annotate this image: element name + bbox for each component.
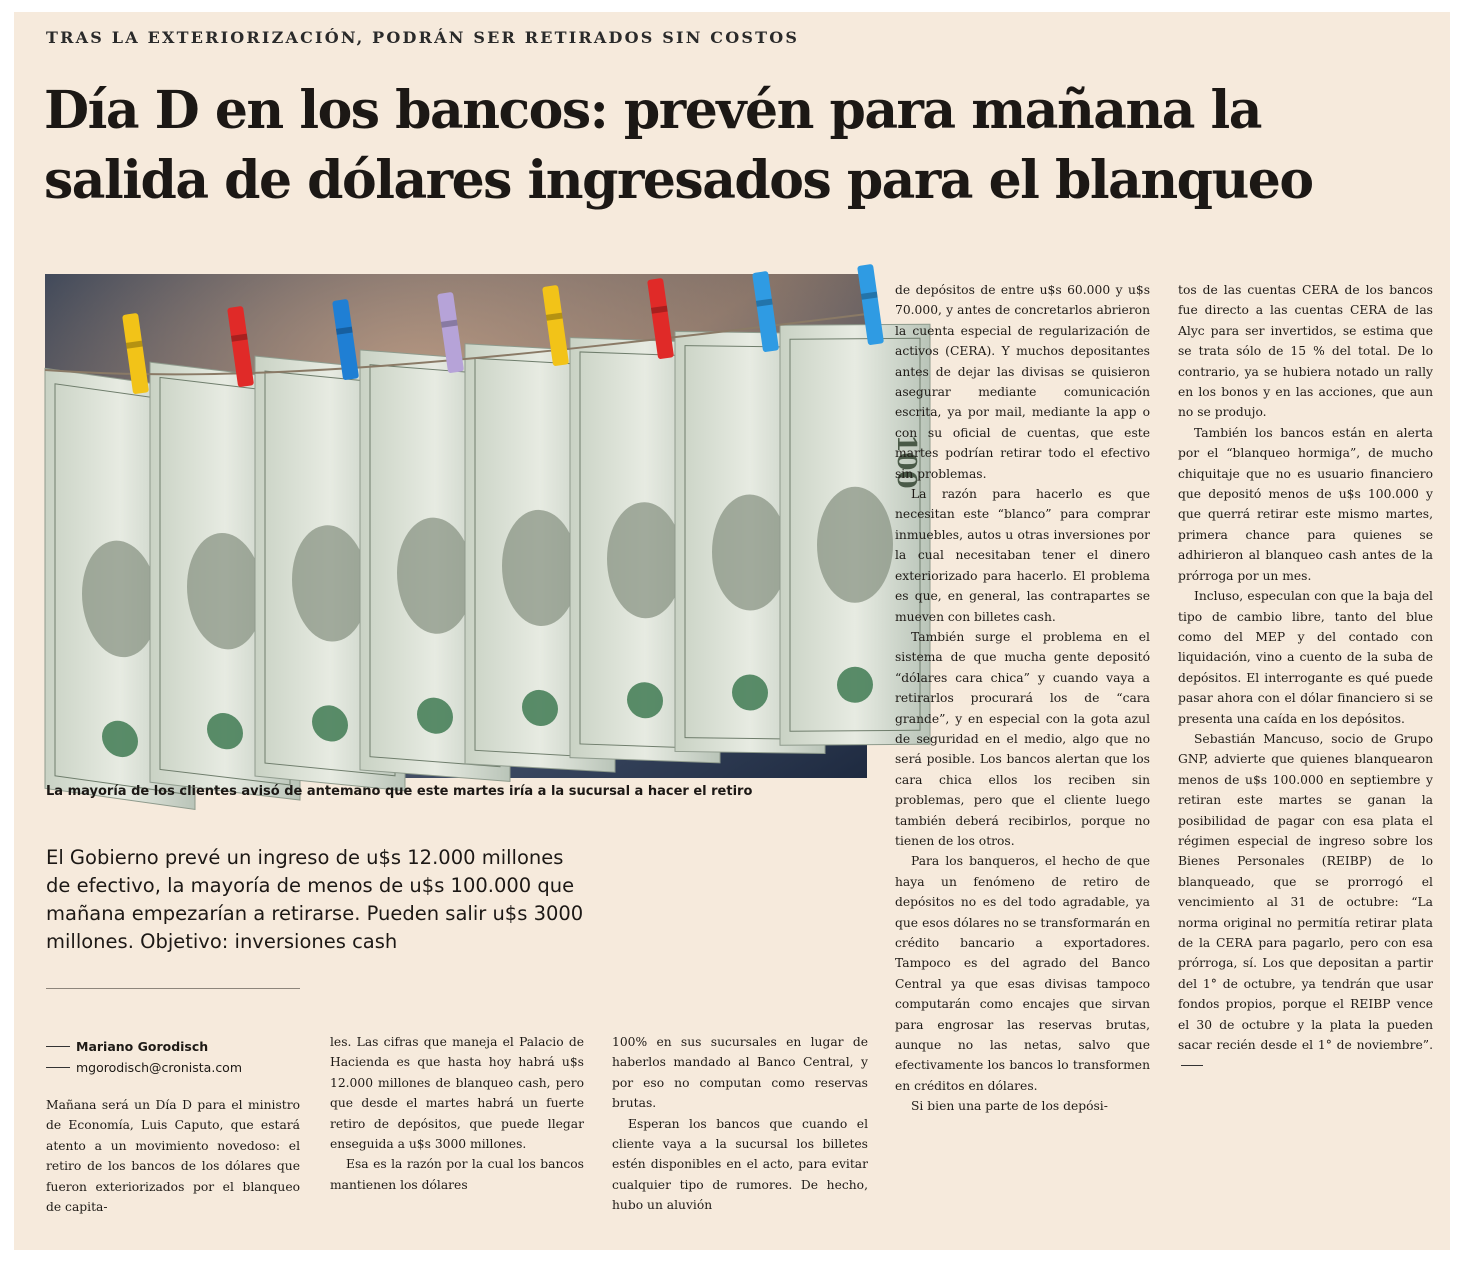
paragraph: Si bien una parte de los depósi- [911,1099,1108,1114]
byline [46,1036,306,1078]
paragraph: de depósitos de entre u$s 60.000 y u$s 70.000, y antes de concretarlos abrieron la cuenta especial de regularización de activos (CERA). Y muchos depositantes antes de dejar las divisas se quisieron asegurar mediante comunicación escrita, ya por mail, mediante la app o con su oficial de cuentas, que este martes podrían retirar todo el efectivo sin problemas. [895,283,1150,481]
paragraph: Incluso, especulan con que la baja del tipo de cambio libre, tanto del blue como del MEP y del contado con liquidación, vino a cuento de la suba de depósitos. El interrogante es qué puede pasar ahora con el dólar financiero si se presenta una caída en los depósitos. [1178,589,1433,726]
summary-lead: El Gobierno prevé un ingreso de u$s 12.000 millones de efectivo, la mayoría de menos de u$s 100.000 que mañana empezarían a retirarse. Pueden salir u$s 3000 millones. Objetivo: inversiones cash [46,846,584,953]
column-3 [612,1032,868,1216]
newspaper-page [14,12,1450,1250]
paragraph: También los bancos están en alerta por el “blanqueo hormiga”, de mucho chiquitaje que no es usuario financiero que depositó menos de u$s 100.000 y que querrá retirar este mismo martes, primera chance para quienes se adhirieron al blanqueo cash antes de la prórroga por un mes. [1178,425,1433,583]
bills-group [45,324,930,809]
paragraph: les. Las cifras que maneja el Palacio de Hacienda es que hasta hoy habrá u$s 12.000 millones de blanqueo cash, pero que desde el martes habrá un fuerte retiro de depósitos, que puede llegar enseguida a u$s 3000 millones. [330,1035,584,1152]
article-photo [45,274,921,778]
paragraph: Esperan los bancos que cuando el cliente vaya a la sucursal los billetes estén disponibles en el acto, para evitar cualquier tipo de rumores. De hecho, hubo un aluvión [612,1116,868,1213]
paragraph: Esa es la razón por la cual los bancos mantienen los dólares [330,1157,584,1192]
paragraph: tos de las cuentas CERA de los bancos fue directo a las cuentas CERA de las Alyc para ser invertidos, se estima que se trata sólo de 15 % del total. De lo contrario, ya se hubiera notado un rally en los bonos y en las acciones, que aun no se produjo. [1178,283,1433,420]
paragraph: 100% en sus sucursales en lugar de haberlos mandado al Banco Central, y por eso no computan como reservas brutas. [612,1035,868,1111]
column-4 [895,280,1150,1117]
photo-caption: La mayoría de los clientes avisó de antemano que este martes iría a la sucursal a hacer el retiro [46,784,753,799]
bill-denomination: 100 [891,434,921,489]
divider [46,988,300,989]
paragraph-text: Sebastián Mancuso, socio de Grupo GNP, advierte que quienes blanquearon menos de u$s 100.000 en septiembre y retiran este martes se ganan la posibilidad de pagar con esa plata el régimen especial de ingreso sobre los Bienes Personales (REIBP) de lo blanqueado, que se prorrogó el vencimiento al 31 de octubre: “La norma original no permitía retirar plata de la CERA para pagarlo, pero con esa prórroga, sí. Los que depositan a partir del 1° de octubre, ya tendrán que usar fondos propios, porque el REIBP vence el 30 de octubre y la plata la pueden sacar recién desde el 1° de noviembre”. [1178,731,1433,1053]
paragraph: Mañana será un Día D para el ministro de Economía, Luis Caputo, que estará atento a un movimiento novedoso: el retiro de los bancos de los dólares que fueron exteriorizados por el blanqueo de capita- [46,1098,300,1215]
paragraph: Para los banqueros, el hecho de que haya un fenómeno de retiro de depósitos no es del todo agradable, ya que esos dólares no se transformarán en crédito bancario a exportadores. Tampoco es del agrado del Banco Central ya que esas divisas tampoco computarán como encajes que sirvan para engrosar las reservas brutas, aunque no las netas, salvo que efectivamente los bancos lo transformen en créditos en dólares. [895,854,1150,1093]
hanging-dollar-bills-image [45,274,921,778]
author-name: Mariano Gorodisch [76,1039,209,1054]
byline-dash [46,1067,70,1068]
byline-dash [46,1046,70,1047]
paragraph-final [1178,729,1433,1076]
paragraph: La razón para hacerlo es que necesitan este “blanco” para comprar inmuebles, autos u otras inversiones por la cual necesitaban tener el dinero exteriorizado para hacerlo. El problema es que, en general, las contrapartes se mueven con billetes cash. [895,487,1150,624]
end-mark [1181,1065,1203,1066]
column-1 [46,1095,300,1217]
headline: Día D en los bancos: prevén para mañana la salida de dólares ingresados para el blanqueo [44,80,1313,211]
kicker: TRAS LA EXTERIORIZACIÓN, PODRÁN SER RETIRADOS SIN COSTOS [46,28,800,47]
column-2 [330,1032,584,1195]
author-email[interactable]: mgorodisch@cronista.com [76,1060,243,1075]
paragraph: También surge el problema en el sistema de que mucha gente depositó “dólares cara chica” y cuando vaya a retirarlos procurará los de “cara grande”, y en especial con la gota azul de seguridad en el medio, algo que no será posible. Los bancos alertan que los cara chica ellos los reciben sin problemas, pero que el cliente luego también deberá recibirlos, porque no tienen de los otros. [895,629,1150,848]
column-5 [1178,280,1433,1076]
